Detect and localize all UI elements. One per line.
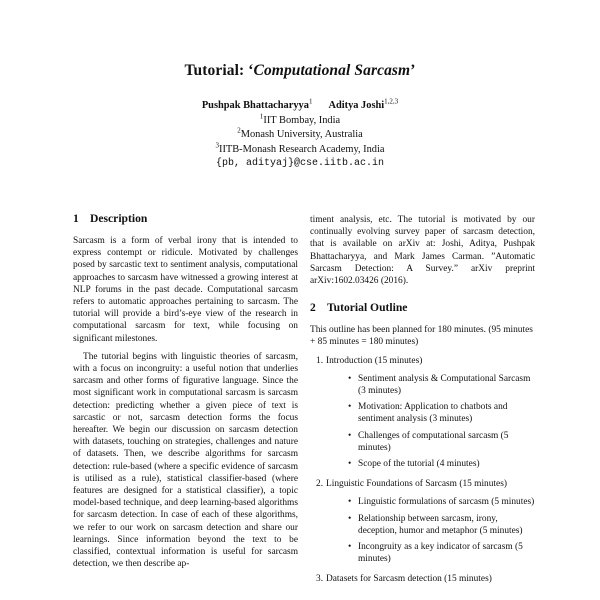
outline-subitem-text: Challenges of computational sarcasm (5 minutes)	[358, 430, 509, 453]
author-names	[0, 99, 600, 114]
outline-subitem	[348, 373, 535, 397]
outline-subitem	[348, 401, 535, 425]
outline-subitem-text: Scope of the tutorial (4 minutes)	[358, 459, 480, 470]
description-paragraph-2: The tutorial begins with linguistic theories of sarcasm, with a focus on incongruity: a useful notion that underlies sarcasm and other forms of figurative language. Since the most significant work in computational sarcasm is sarcasm detection: predicting whether a given piece of text is sarcastic or not, sarcasm detection forms the focus hereafter. We begin our discussion on sarcasm detection with datasets, touching on strategies, challenges and nature of datasets. Then, we describe algorithms for sarcasm detection: rule-based (where a specific evidence of sarcasm is utilised as a rule), statistical classifier-based (where features are designed for a statistical classifier), a topic model-based technique, and deep learning-based algorithms for sarcasm detection. In case of each of these algorithms, we refer to our work on sarcasm detection and share our learnings. Since information beyond the text to be classified, contextual information is useful for sarcasm detection, we then describe ap-	[73, 351, 298, 570]
bullet-icon: •	[348, 373, 352, 384]
author-1-affil: 1	[308, 97, 313, 106]
affiliation-3: $^3$IITB-Monash Research Academy, India	[215, 141, 385, 155]
bullet-icon: •	[348, 402, 352, 413]
section-heading-outline: 2 Tutorial Outline	[310, 301, 408, 315]
bullet-icon: •	[348, 497, 352, 508]
description-paragraph-continued: timent analysis, etc. The tutorial is motivated by our continually evolving survey paper of sarcasm detection, that is available on arXiv at: Joshi, Aditya, Pushpak Bhattacharyya, and Mark James Carman. ”Automatic Sarcasm Detection: A Survey.” arXiv preprint arXiv:1602.03426 (2016).	[310, 215, 535, 287]
outline-subitem	[348, 513, 535, 537]
outline-subitem-text: Linguistic formulations of sarcasm (5 minutes)	[358, 497, 535, 508]
outline-item-number: 2.	[316, 479, 324, 490]
bullet-icon: •	[348, 542, 352, 553]
outline-subitem-text: Relationship between sarcasm, irony, deception, humor and metaphor (5 minutes)	[358, 513, 523, 536]
section-heading-description: 1 Description	[73, 212, 148, 225]
outline-item	[310, 355, 535, 471]
outline-subitem	[348, 458, 535, 470]
author-block	[0, 99, 600, 172]
outline-item-label: Linguistic Foundations of Sarcasm (15 minutes)	[326, 479, 507, 490]
outline-subitem	[348, 430, 535, 454]
title-suffix: ’	[410, 62, 416, 79]
affiliation-1: $^1$IIT Bombay, India	[259, 112, 341, 126]
author-1: Pushpak Bhattacharyya	[201, 100, 309, 111]
outline-item-number: 3.	[316, 574, 324, 585]
outline-subitem	[348, 541, 535, 565]
outline-item-label: Datasets for Sarcasm detection (15 minutes)	[326, 574, 492, 585]
author-2-affil: 1,2,3	[384, 97, 399, 106]
affiliation-2: $^2$Monash University, Australia	[237, 126, 363, 141]
paper-title	[0, 62, 600, 80]
author-email: {pb, adityaj}@cse.iitb.ac.in	[215, 158, 385, 170]
bullet-icon: •	[348, 513, 352, 524]
outline-item	[310, 478, 535, 565]
author-2: Aditya Joshi	[328, 100, 385, 111]
outline-subitem	[348, 496, 535, 508]
outline-subitem-text: Sentiment analysis & Computational Sarcasm (3 minutes)	[358, 373, 531, 397]
outline-intro: This outline has been planned for 180 minutes. (95 minutes + 85 minutes = 180 minutes)	[310, 325, 533, 348]
outline-subitem-text: Motivation: Application to chatbots and sentiment analysis (3 minutes)	[358, 402, 508, 425]
bullet-icon: •	[348, 459, 352, 470]
title-prefix: Tutorial: ‘	[184, 62, 254, 79]
outline-list	[310, 355, 535, 586]
title-emphasis: Computational Sarcasm	[253, 62, 411, 79]
outline-item-label: Introduction (15 minutes)	[326, 355, 423, 366]
outline-sublist	[326, 373, 535, 470]
bullet-icon: •	[348, 430, 352, 441]
left-column	[73, 212, 298, 576]
outline-sublist	[326, 496, 535, 565]
description-paragraph-1: Sarcasm is a form of verbal irony that is intended to express contempt or ridicule. Motivated by challenges posed by sarcastic text to sentiment analysis, computational approaches to sarcasm have witnessed a growing interest at NLP forums in the past decade. Computational sarcasm refers to automatic approaches pertaining to sarcasm. The tutorial will provide a bird’s-eye view of the research in computational sarcasm for text, while focusing on significant milestones.	[73, 236, 298, 344]
outline-subitem-text: Incongruity as a key indicator of sarcasm (5 minutes)	[358, 542, 523, 565]
outline-item-number: 1.	[316, 355, 324, 366]
right-column	[310, 214, 535, 594]
outline-item	[310, 573, 535, 585]
